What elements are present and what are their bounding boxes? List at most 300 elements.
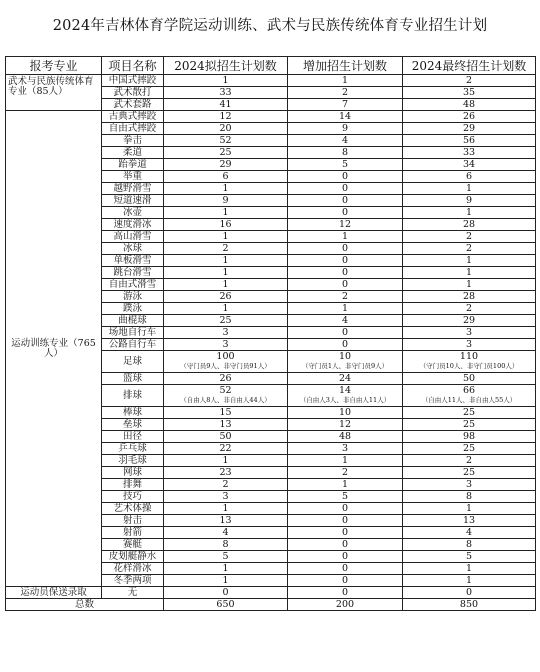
final-count-value: 50 bbox=[462, 372, 476, 384]
item-name: 皮划艇静水 bbox=[102, 551, 164, 563]
planned-count bbox=[164, 327, 288, 339]
added-count bbox=[288, 147, 403, 159]
final-count-value: 3 bbox=[465, 338, 473, 350]
planned-count-value: 9 bbox=[222, 194, 229, 206]
final-count bbox=[403, 207, 536, 219]
planned-count-value: 50 bbox=[219, 430, 232, 442]
added-count bbox=[288, 303, 403, 315]
planned-count bbox=[164, 207, 288, 219]
planned-count-value: 26 bbox=[219, 372, 232, 384]
item-name: 举重 bbox=[102, 171, 164, 183]
planned-count bbox=[164, 419, 288, 431]
planned-count-value: 100 bbox=[216, 351, 235, 362]
added-count bbox=[288, 327, 403, 339]
final-count bbox=[403, 443, 536, 455]
added-count bbox=[288, 467, 403, 479]
planned-count-value: 8 bbox=[222, 538, 229, 550]
final-count bbox=[403, 351, 536, 373]
added-count bbox=[288, 503, 403, 515]
final-count-value: 1 bbox=[465, 562, 473, 574]
added-count-value: 7 bbox=[341, 98, 349, 110]
planned-count-value: 1 bbox=[222, 74, 229, 86]
planned-count-value: 0 bbox=[222, 586, 229, 598]
added-count-value: 0 bbox=[341, 502, 349, 514]
item-name: 跆拳道 bbox=[102, 159, 164, 171]
total-added: 200 bbox=[288, 599, 403, 611]
planned-count-value: 15 bbox=[219, 406, 232, 418]
enrollment-plan-table bbox=[5, 56, 536, 611]
final-count bbox=[403, 515, 536, 527]
planned-count bbox=[164, 231, 288, 243]
planned-count bbox=[164, 503, 288, 515]
final-count-value: 28 bbox=[462, 218, 476, 230]
item-name: 冰壶 bbox=[102, 207, 164, 219]
item-name: 棒球 bbox=[102, 407, 164, 419]
final-count bbox=[403, 231, 536, 243]
added-count bbox=[288, 267, 403, 279]
item-name: 单板滑雪 bbox=[102, 255, 164, 267]
added-count-value: 3 bbox=[341, 442, 349, 454]
final-count bbox=[403, 303, 536, 315]
item-name: 赛艇 bbox=[102, 539, 164, 551]
item-name: 古典式摔跤 bbox=[102, 111, 164, 123]
planned-count bbox=[164, 407, 288, 419]
item-name: 冬季两项 bbox=[102, 575, 164, 587]
final-count bbox=[403, 135, 536, 147]
final-count-value: 2 bbox=[465, 230, 473, 242]
planned-count bbox=[164, 75, 288, 87]
final-count-value: 34 bbox=[462, 158, 476, 170]
added-count bbox=[288, 351, 403, 373]
planned-count-value: 13 bbox=[219, 418, 232, 430]
item-name: 游泳 bbox=[102, 291, 164, 303]
planned-count-value: 1 bbox=[222, 254, 229, 266]
added-count-value: 0 bbox=[341, 182, 349, 194]
added-count-value: 0 bbox=[341, 562, 349, 574]
added-count-value: 14 bbox=[338, 110, 352, 122]
final-count bbox=[403, 171, 536, 183]
added-count-value: 1 bbox=[341, 302, 349, 314]
planned-count-value: 22 bbox=[219, 442, 232, 454]
added-count-value: 5 bbox=[341, 158, 349, 170]
planned-count-value: 26 bbox=[219, 290, 232, 302]
total-planned: 650 bbox=[164, 599, 288, 611]
added-count-value: 0 bbox=[341, 574, 349, 586]
item-name: 田径 bbox=[102, 431, 164, 443]
final-count-value: 8 bbox=[465, 490, 473, 502]
added-count-value: 10 bbox=[338, 406, 352, 418]
planned-count-value: 1 bbox=[222, 182, 229, 194]
table-header-row bbox=[6, 57, 536, 75]
final-count bbox=[403, 563, 536, 575]
added-count bbox=[288, 75, 403, 87]
header-final: 2024最终招生计划数 bbox=[403, 57, 536, 75]
added-count bbox=[288, 515, 403, 527]
added-count bbox=[288, 243, 403, 255]
item-name: 自由式滑雪 bbox=[102, 279, 164, 291]
added-count bbox=[288, 491, 403, 503]
planned-count-value: 1 bbox=[222, 266, 229, 278]
added-count-value: 0 bbox=[341, 538, 349, 550]
added-count-value: 0 bbox=[341, 526, 349, 538]
final-count-value: 35 bbox=[462, 86, 476, 98]
final-count bbox=[403, 183, 536, 195]
added-count-value: 8 bbox=[341, 146, 349, 158]
final-count bbox=[403, 159, 536, 171]
planned-count-value: 1 bbox=[222, 230, 229, 242]
final-count-value: 1 bbox=[465, 574, 473, 586]
planned-count-value: 5 bbox=[222, 550, 229, 562]
planned-count bbox=[164, 291, 288, 303]
added-count-value: 2 bbox=[341, 86, 349, 98]
planned-count bbox=[164, 527, 288, 539]
planned-count-value: 3 bbox=[222, 338, 229, 350]
total-row bbox=[6, 599, 536, 611]
planned-count bbox=[164, 219, 288, 231]
final-count-value: 56 bbox=[462, 134, 476, 146]
added-count-value: 2 bbox=[341, 466, 349, 478]
added-count bbox=[288, 587, 403, 599]
planned-count-value: 1 bbox=[222, 562, 229, 574]
added-count bbox=[288, 219, 403, 231]
added-count bbox=[288, 279, 403, 291]
planned-count-value: 2 bbox=[222, 242, 229, 254]
final-count-value: 110 bbox=[459, 351, 479, 362]
added-count-note: （守门员1人、非守门员9人） bbox=[301, 362, 389, 370]
final-count-value: 0 bbox=[465, 586, 473, 598]
final-count bbox=[403, 539, 536, 551]
added-count-note: （自由人3人、非自由人11人） bbox=[299, 396, 391, 404]
added-count bbox=[288, 385, 403, 407]
item-name: 自由式摔跤 bbox=[102, 123, 164, 135]
planned-count bbox=[164, 467, 288, 479]
added-count bbox=[288, 455, 403, 467]
item-name: 技巧 bbox=[102, 491, 164, 503]
planned-count bbox=[164, 443, 288, 455]
final-count bbox=[403, 503, 536, 515]
added-count-value: 4 bbox=[341, 314, 349, 326]
final-count-value: 1 bbox=[465, 182, 473, 194]
final-count-value: 9 bbox=[465, 194, 473, 206]
planned-count-value: 1 bbox=[222, 302, 229, 314]
planned-count-value: 13 bbox=[219, 514, 232, 526]
planned-count bbox=[164, 195, 288, 207]
added-count bbox=[288, 407, 403, 419]
planned-count bbox=[164, 171, 288, 183]
planned-count-value: 52 bbox=[219, 385, 232, 396]
item-name: 速度滑冰 bbox=[102, 219, 164, 231]
added-count bbox=[288, 135, 403, 147]
planned-count bbox=[164, 479, 288, 491]
planned-count-value: 20 bbox=[219, 122, 232, 134]
final-count-value: 1 bbox=[465, 266, 473, 278]
planned-count bbox=[164, 267, 288, 279]
planned-count-note: （守门员9人、非守门员91人） bbox=[180, 362, 271, 370]
final-count-value: 6 bbox=[465, 170, 473, 182]
planned-count bbox=[164, 563, 288, 575]
added-count bbox=[288, 99, 403, 111]
added-count-value: 1 bbox=[341, 478, 349, 490]
planned-count-value: 25 bbox=[219, 314, 232, 326]
added-count-value: 24 bbox=[338, 372, 352, 384]
planned-count bbox=[164, 243, 288, 255]
final-count-value: 29 bbox=[462, 122, 476, 134]
planned-count-value: 33 bbox=[219, 86, 232, 98]
final-count bbox=[403, 75, 536, 87]
item-name: 网球 bbox=[102, 467, 164, 479]
final-count-value: 8 bbox=[465, 538, 473, 550]
item-name: 高山滑雪 bbox=[102, 231, 164, 243]
final-count bbox=[403, 147, 536, 159]
final-count-value: 26 bbox=[462, 110, 476, 122]
added-count bbox=[288, 539, 403, 551]
total-label: 总数 bbox=[6, 599, 164, 611]
added-count bbox=[288, 419, 403, 431]
final-count bbox=[403, 255, 536, 267]
item-name: 足球 bbox=[102, 351, 164, 373]
final-count bbox=[403, 479, 536, 491]
planned-count-value: 41 bbox=[219, 98, 232, 110]
item-name: 排球 bbox=[102, 385, 164, 407]
final-count-value: 48 bbox=[462, 98, 476, 110]
planned-count bbox=[164, 455, 288, 467]
planned-count bbox=[164, 99, 288, 111]
added-count-value: 5 bbox=[341, 490, 349, 502]
item-name: 花样滑冰 bbox=[102, 563, 164, 575]
item-name: 短道速滑 bbox=[102, 195, 164, 207]
final-count-value: 3 bbox=[465, 326, 473, 338]
final-count bbox=[403, 431, 536, 443]
planned-count-note: （自由人8人、非自由人44人） bbox=[180, 396, 271, 404]
planned-count bbox=[164, 551, 288, 563]
added-count-value: 1 bbox=[341, 454, 349, 466]
added-count-value: 0 bbox=[341, 550, 349, 562]
major-wushu: 武术与民族传统体育专业（85人） bbox=[6, 75, 102, 111]
planned-count-value: 6 bbox=[222, 170, 229, 182]
final-count bbox=[403, 385, 536, 407]
added-count-value: 2 bbox=[341, 290, 349, 302]
planned-count-value: 1 bbox=[222, 454, 229, 466]
final-count-value: 25 bbox=[462, 466, 476, 478]
table-row bbox=[6, 111, 536, 123]
item-name: 武术套路 bbox=[102, 99, 164, 111]
added-count bbox=[288, 339, 403, 351]
final-count bbox=[403, 455, 536, 467]
item-name: 中国式摔跤 bbox=[102, 75, 164, 87]
item-name: 无 bbox=[102, 587, 164, 599]
final-count-value: 1 bbox=[465, 502, 473, 514]
added-count-value: 9 bbox=[341, 122, 349, 134]
total-final: 850 bbox=[403, 599, 536, 611]
final-count-value: 25 bbox=[462, 418, 476, 430]
added-count-value: 0 bbox=[341, 254, 349, 266]
item-name: 射击 bbox=[102, 515, 164, 527]
added-count-value: 48 bbox=[338, 430, 352, 442]
added-count-value: 0 bbox=[341, 206, 349, 218]
added-count bbox=[288, 527, 403, 539]
final-count bbox=[403, 291, 536, 303]
final-count-value: 25 bbox=[462, 442, 476, 454]
table-row bbox=[6, 587, 536, 599]
item-name: 排舞 bbox=[102, 479, 164, 491]
item-name: 射箭 bbox=[102, 527, 164, 539]
final-count bbox=[403, 339, 536, 351]
planned-count-value: 23 bbox=[219, 466, 232, 478]
item-name: 柔道 bbox=[102, 147, 164, 159]
item-name: 跳台滑雪 bbox=[102, 267, 164, 279]
planned-count bbox=[164, 351, 288, 373]
added-count-value: 0 bbox=[341, 278, 349, 290]
added-count bbox=[288, 575, 403, 587]
final-count bbox=[403, 243, 536, 255]
final-count-value: 2 bbox=[465, 74, 473, 86]
table-row bbox=[6, 75, 536, 87]
planned-count-value: 1 bbox=[222, 278, 229, 290]
final-count bbox=[403, 267, 536, 279]
final-count bbox=[403, 327, 536, 339]
added-count bbox=[288, 171, 403, 183]
added-count-value: 0 bbox=[341, 242, 349, 254]
final-count bbox=[403, 419, 536, 431]
added-count-value: 4 bbox=[341, 134, 349, 146]
added-count bbox=[288, 87, 403, 99]
planned-count bbox=[164, 491, 288, 503]
planned-count bbox=[164, 431, 288, 443]
major-training: 运动训练专业（765人） bbox=[6, 111, 102, 587]
added-count-value: 0 bbox=[341, 338, 349, 350]
final-count-value: 2 bbox=[465, 242, 473, 254]
final-count bbox=[403, 111, 536, 123]
final-count bbox=[403, 575, 536, 587]
final-count-value: 98 bbox=[462, 430, 476, 442]
planned-count-value: 16 bbox=[219, 218, 232, 230]
final-count bbox=[403, 315, 536, 327]
added-count bbox=[288, 291, 403, 303]
final-count bbox=[403, 551, 536, 563]
item-name: 武术散打 bbox=[102, 87, 164, 99]
final-count bbox=[403, 99, 536, 111]
added-count bbox=[288, 431, 403, 443]
major-protected: 运动员保送录取 bbox=[6, 587, 102, 599]
header-planned: 2024拟招生计划数 bbox=[164, 57, 288, 75]
final-count-value: 25 bbox=[462, 406, 476, 418]
planned-count-value: 29 bbox=[219, 158, 232, 170]
planned-count bbox=[164, 385, 288, 407]
planned-count bbox=[164, 315, 288, 327]
added-count bbox=[288, 255, 403, 267]
final-count-value: 2 bbox=[465, 302, 473, 314]
planned-count bbox=[164, 87, 288, 99]
planned-count bbox=[164, 147, 288, 159]
final-count-value: 5 bbox=[465, 550, 473, 562]
planned-count bbox=[164, 159, 288, 171]
item-name: 乒乓球 bbox=[102, 443, 164, 455]
planned-count bbox=[164, 575, 288, 587]
item-name: 曲棍球 bbox=[102, 315, 164, 327]
planned-count bbox=[164, 587, 288, 599]
final-count bbox=[403, 123, 536, 135]
final-count-value: 1 bbox=[465, 278, 473, 290]
final-count bbox=[403, 527, 536, 539]
planned-count-value: 25 bbox=[219, 146, 232, 158]
added-count-value: 1 bbox=[341, 74, 349, 86]
added-count bbox=[288, 159, 403, 171]
added-count bbox=[288, 443, 403, 455]
item-name: 垒球 bbox=[102, 419, 164, 431]
planned-count bbox=[164, 279, 288, 291]
final-count bbox=[403, 219, 536, 231]
added-count-value: 10 bbox=[338, 351, 352, 362]
added-count-value: 0 bbox=[341, 266, 349, 278]
planned-count bbox=[164, 135, 288, 147]
added-count bbox=[288, 123, 403, 135]
added-count-value: 1 bbox=[341, 230, 349, 242]
item-name: 羽毛球 bbox=[102, 455, 164, 467]
planned-count-value: 3 bbox=[222, 490, 229, 502]
planned-count-value: 3 bbox=[222, 326, 229, 338]
added-count bbox=[288, 207, 403, 219]
added-count-value: 12 bbox=[338, 218, 352, 230]
page-title: 2024年吉林体育学院运动训练、武术与民族传统体育专业招生计划 bbox=[52, 18, 488, 34]
final-count-value: 29 bbox=[462, 314, 476, 326]
final-count-value: 4 bbox=[465, 526, 473, 538]
planned-count-value: 1 bbox=[222, 574, 229, 586]
planned-count bbox=[164, 255, 288, 267]
added-count bbox=[288, 195, 403, 207]
added-count-value: 0 bbox=[341, 586, 349, 598]
final-count-note: （自由人11人、非自由人55人） bbox=[421, 396, 517, 404]
planned-count bbox=[164, 183, 288, 195]
added-count bbox=[288, 231, 403, 243]
planned-count-value: 2 bbox=[222, 478, 229, 490]
planned-count bbox=[164, 373, 288, 385]
added-count bbox=[288, 373, 403, 385]
planned-count-value: 52 bbox=[219, 134, 232, 146]
planned-count-value: 1 bbox=[222, 206, 229, 218]
added-count bbox=[288, 551, 403, 563]
item-name: 蹼泳 bbox=[102, 303, 164, 315]
planned-count bbox=[164, 339, 288, 351]
planned-count-value: 1 bbox=[222, 502, 229, 514]
final-count bbox=[403, 279, 536, 291]
final-count-value: 28 bbox=[462, 290, 476, 302]
final-count bbox=[403, 407, 536, 419]
item-name: 拳击 bbox=[102, 135, 164, 147]
item-name: 公路自行车 bbox=[102, 339, 164, 351]
final-count bbox=[403, 195, 536, 207]
added-count-value: 14 bbox=[338, 385, 352, 396]
item-name: 篮球 bbox=[102, 373, 164, 385]
final-count bbox=[403, 87, 536, 99]
header-item: 项目名称 bbox=[102, 57, 164, 75]
added-count bbox=[288, 563, 403, 575]
added-count-value: 0 bbox=[341, 194, 349, 206]
final-count-value: 33 bbox=[462, 146, 476, 158]
planned-count bbox=[164, 111, 288, 123]
added-count bbox=[288, 479, 403, 491]
final-count-value: 13 bbox=[462, 514, 476, 526]
header-major: 报考专业 bbox=[6, 57, 102, 75]
final-count bbox=[403, 373, 536, 385]
planned-count bbox=[164, 123, 288, 135]
added-count-value: 0 bbox=[341, 326, 349, 338]
planned-count bbox=[164, 515, 288, 527]
item-name: 艺术体操 bbox=[102, 503, 164, 515]
final-count-value: 1 bbox=[465, 206, 473, 218]
added-count-value: 0 bbox=[341, 170, 349, 182]
item-name: 越野滑雪 bbox=[102, 183, 164, 195]
final-count bbox=[403, 467, 536, 479]
